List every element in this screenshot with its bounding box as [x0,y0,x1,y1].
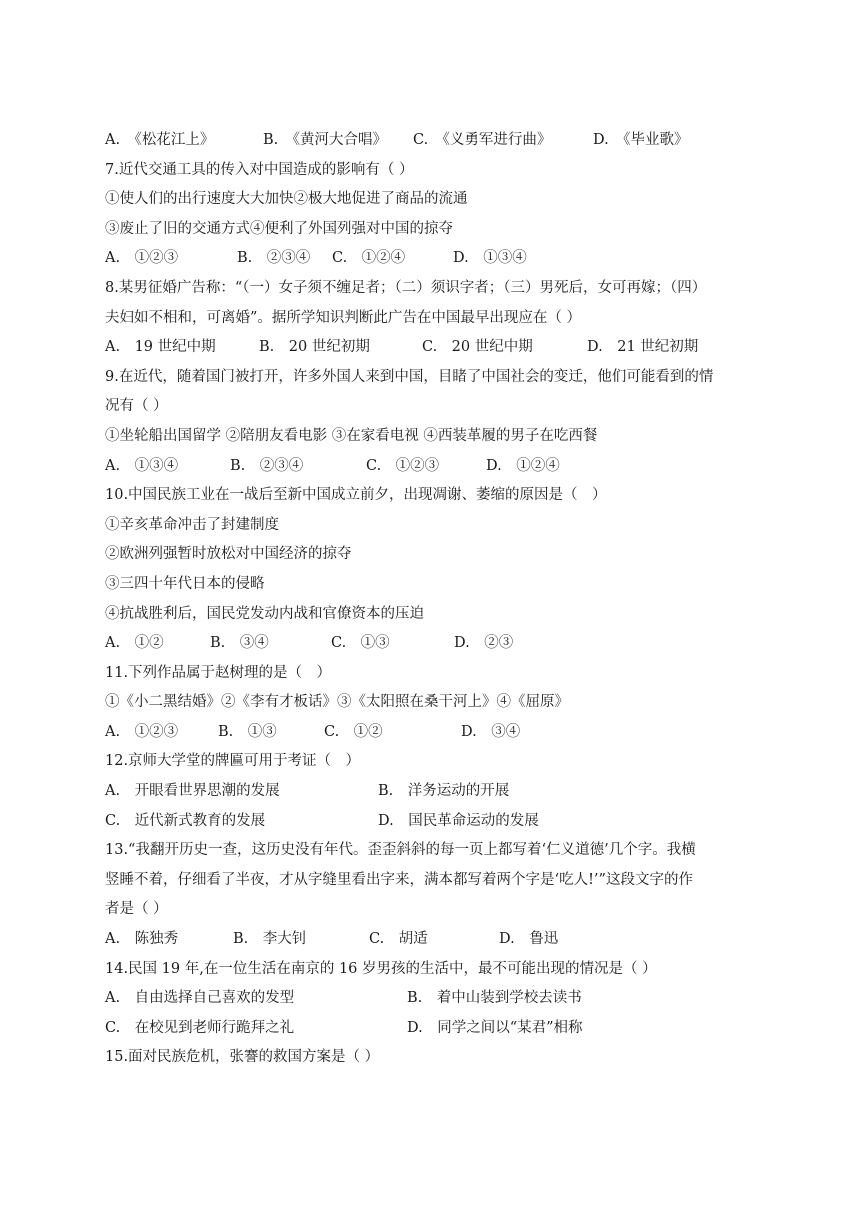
answer-option: A. 自由选择自己喜欢的发型 [105,990,295,1007]
answer-option: B. ②③④ [237,250,311,267]
text-line: 11.下列作品属于赵树理的是（ ） [105,664,332,681]
answer-option: A. 《松花江上》 [105,132,215,148]
text-line: 10.中国民族工业在一战后至新中国成立前夕，出现凋谢、萎缩的原因是（ ） [105,487,607,504]
text-line: ④抗战胜利后，国民党发动内战和官僚资本的压迫 [105,605,424,622]
options-row [105,807,775,837]
answer-option: C. ①②④ [332,250,406,267]
text-line: 15.面对民族危机，张謇的救国方案是（ ） [105,1049,380,1066]
answer-option: B. ③④ [210,635,269,652]
answer-option: C. 在校见到老师行跪拜之礼 [105,1019,295,1036]
options-row [105,984,775,1014]
text-line: 9.在近代，随着国门被打开，许多外国人来到中国，目睹了中国社会的变迁，他们可能看到的情 [105,368,714,385]
text-line: ②欧洲列强暂时放松对中国经济的掠夺 [105,546,352,563]
answer-option: B. 洋务运动的开展 [378,783,510,800]
options-row [105,126,775,156]
answer-option: C. 《义勇军进行曲》 [413,132,552,148]
answer-option: D. ①③④ [453,250,527,267]
answer-option: D. 《毕业歌》 [593,132,689,148]
text-line: ①《小二黑结婚》②《李有才板话》③《太阳照在桑干河上》④《屈原》 [105,694,569,711]
options-row [105,777,775,807]
text-line: 者是（ ） [105,901,168,918]
text-line: ③废止了旧的交通方式④便利了外国列强对中国的掠夺 [105,220,453,237]
text-line: 夫妇如不相和，可离婚”。据所学知识判断此广告在中国最早出现应在（ ） [105,309,582,326]
options-row [105,1014,775,1044]
answer-option: B. 李大钊 [233,931,307,948]
answer-option: C. ①②③ [366,457,440,474]
answer-option: D. 同学之间以“某君”相称 [407,1019,583,1036]
options-row [105,925,775,955]
answer-option: C. ①② [324,723,383,740]
text-line: 8.某男征婚广告称：“（一）女子须不缠足者；（二）须识字者；（三）男死后，女可再嫁；（四） [105,279,707,296]
text-line: ①辛亥革命冲击了封建制度 [105,516,279,533]
answer-option: D. ①②④ [486,457,560,474]
answer-option: C. 20 世纪中期 [422,339,533,356]
options-row [105,244,775,274]
text-line: 14.民国 19 年,在一位生活在南京的 16 岁男孩的生活中，最不可能出现的情况是（ ） [105,960,657,977]
answer-option: A. 陈独秀 [105,931,179,948]
text-line: 7.近代交通工具的传入对中国造成的影响有（ ） [105,161,414,178]
text-line: ③三四十年代日本的侵略 [105,575,265,592]
text-line: ①使人们的出行速度大大加快②极大地促进了商品的流通 [105,191,468,208]
answer-option: B. ②③④ [230,457,304,474]
answer-option: B. 着中山装到学校去读书 [407,990,582,1007]
question-content [105,126,775,1073]
answer-option: A. 开眼看世界思潮的发展 [105,783,280,800]
answer-option: C. 近代新式教育的发展 [105,812,266,829]
answer-option: D. 21 世纪初期 [587,339,699,356]
answer-option: A. ①②③ [105,723,179,740]
answer-option: B. 《黄河大合唱》 [263,132,388,148]
answer-option: A. ①③④ [105,457,179,474]
options-row [105,718,775,748]
answer-option: B. 20 世纪初期 [259,339,370,356]
options-row [105,333,775,363]
answer-option: D. ③④ [461,723,521,740]
options-row [105,452,775,482]
text-line: ①坐轮船出国留学 ②陪朋友看电影 ③在家看电视 ④西装革履的男子在吃西餐 [105,427,598,444]
text-line: 竖睡不着，仔细看了半夜，才从字缝里看出字来，满本都写着两个字是‘吃人!’”这段文字的作 [105,871,693,888]
answer-option: A. ①②③ [105,250,179,267]
answer-option: C. ①③ [331,635,390,652]
answer-option: A. ①② [105,635,164,652]
text-line: 12.京师大学堂的牌匾可用于考证（ ） [105,753,361,770]
answer-option: D. 国民革命运动的发展 [378,812,539,829]
answer-option: D. ②③ [454,635,514,652]
options-row [105,629,775,659]
text-line: 13.“我翻开历史一查，这历史没有年代。歪歪斜斜的每一页上都写着‘仁义道德’几个字。我横 [105,842,696,859]
answer-option: B. ①③ [218,723,277,740]
answer-option: C. 胡适 [369,931,428,948]
answer-option: A. 19 世纪中期 [105,339,216,356]
text-line: 况有（ ） [105,398,168,415]
answer-option: D. 鲁迅 [499,931,559,948]
